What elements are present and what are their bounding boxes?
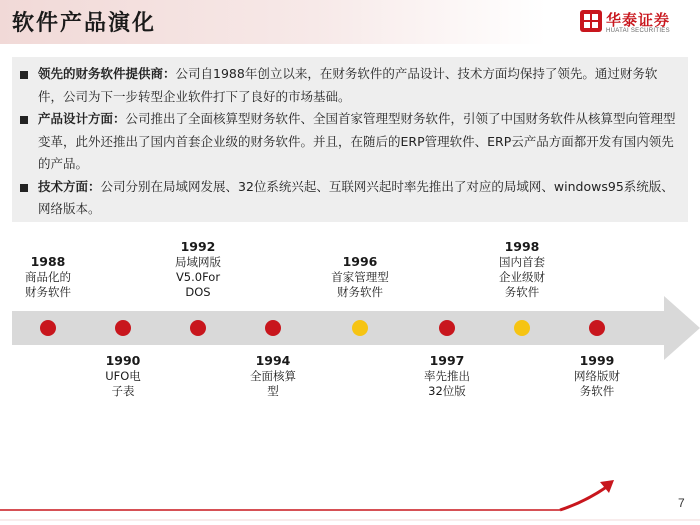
bullet-item <box>20 63 678 108</box>
timeline-dot <box>115 320 131 336</box>
header-bar <box>0 0 700 44</box>
timeline-label-1992 <box>158 238 238 300</box>
company-logo <box>580 9 692 37</box>
timeline-dot <box>589 320 605 336</box>
timeline-desc: 商品化的 财务软件 <box>25 270 71 299</box>
timeline-desc: 率先推出 32位版 <box>424 369 470 398</box>
page-number: 7 <box>678 496 685 510</box>
timeline-year: 1994 <box>255 353 291 368</box>
timeline-desc: 局域网版 V5.0For DOS <box>175 255 221 299</box>
timeline-label-1996 <box>320 253 400 300</box>
bullet-heading: 产品设计方面： <box>38 111 126 126</box>
logo-text-en: HUATAI SECURITIES <box>606 28 670 34</box>
timeline-dot <box>265 320 281 336</box>
timeline-year: 1996 <box>342 254 378 269</box>
timeline-desc: 国内首套 企业级财 务软件 <box>499 255 545 299</box>
bullet-item <box>20 176 678 221</box>
page-title: 软件产品演化 <box>12 11 157 36</box>
timeline-dot <box>190 320 206 336</box>
timeline-dot <box>352 320 368 336</box>
bullet-text: 公司自1988年创立以来，在财务软件的产品设计、技术方面均保持了领先。通过财务软件，公司为下一步转型企业软件打下了良好的市场基础。 <box>38 66 658 104</box>
timeline-year: 1998 <box>504 239 540 254</box>
bullet-heading: 技术方面： <box>38 178 101 194</box>
timeline-dot <box>439 320 455 336</box>
timeline-desc: 全面核算 型 <box>250 369 296 398</box>
timeline-dot <box>40 320 56 336</box>
timeline-label-1994 <box>233 352 313 399</box>
timeline-desc: 网络版财 务软件 <box>574 369 620 398</box>
timeline-year: 1999 <box>579 353 615 368</box>
logo-text-cn: 华泰证券 <box>606 11 671 29</box>
timeline-year: 1988 <box>30 254 66 269</box>
timeline-year: 1992 <box>180 239 216 254</box>
summary-panel <box>12 57 688 222</box>
timeline-desc: 首家管理型 财务软件 <box>331 270 389 299</box>
bullet-item <box>20 108 678 176</box>
bullet-heading: 领先的财务软件提供商： <box>38 66 176 81</box>
timeline-label-1988 <box>8 253 88 300</box>
timeline-label-1999 <box>557 352 637 399</box>
square-bullet-icon <box>20 116 28 124</box>
timeline-year: 1990 <box>105 353 141 368</box>
timeline-label-1990 <box>83 352 163 399</box>
square-bullet-icon <box>20 184 28 192</box>
square-bullet-icon <box>20 71 28 79</box>
bullet-text: 公司分别在局域网发展、32位系统兴起、互联网兴起时率先推出了对应的局域网、windows95系统版、网络版本。 <box>38 178 674 216</box>
logo-mark-icon <box>580 10 602 32</box>
timeline-label-1998 <box>482 238 562 300</box>
timeline-dot <box>514 320 530 336</box>
bullet-text: 公司推出了全面核算型财务软件、全国首家管理型财务软件，引领了中国财务软件从核算型向管理型变革，此外还推出了国内首套企业级的财务软件。并且，在随后的ERP管理软件、ERP云产品方面都开发有国内领先的产品。 <box>38 111 676 171</box>
timeline-year: 1997 <box>429 353 465 368</box>
timeline-label-1997 <box>407 352 487 399</box>
footer-trend-arrow-icon <box>0 470 700 525</box>
timeline-desc: UFO电 子表 <box>105 369 141 398</box>
